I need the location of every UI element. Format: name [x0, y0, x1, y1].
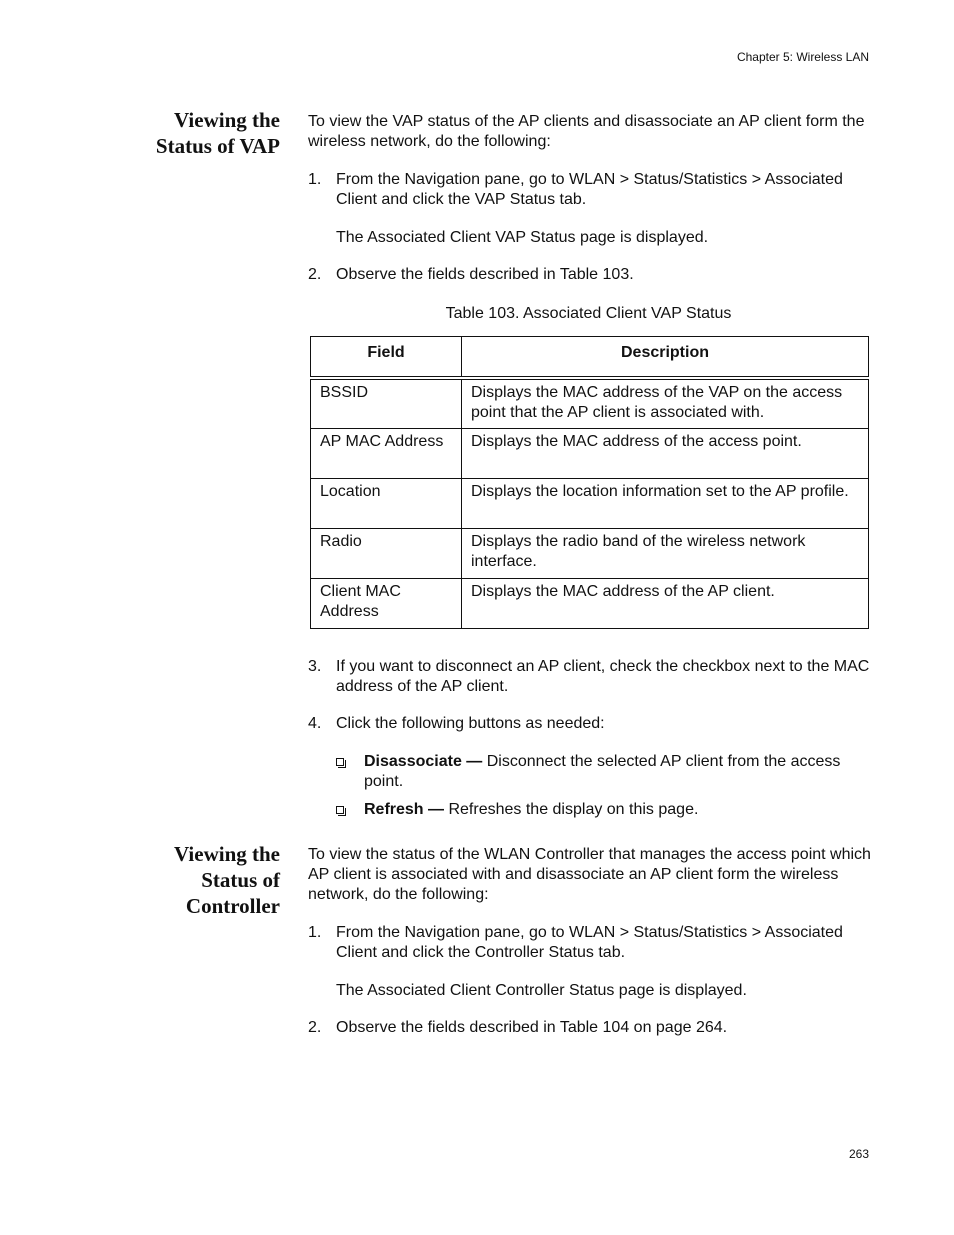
- description-cell: Displays the MAC address of the VAP on the access point that the AP client is associated with.: [462, 378, 869, 428]
- heading-line: Viewing the: [174, 842, 280, 866]
- description-cell: Displays the MAC address of the access point.: [462, 428, 869, 478]
- field-cell: BSSID: [311, 378, 462, 428]
- step-text: From the Navigation pane, go to WLAN > Status/Statistics > Associated Client and click the Controller Status tab.: [336, 924, 843, 961]
- heading-line: Controller: [185, 894, 280, 918]
- step-note: The Associated Client Controller Status page is displayed.: [336, 982, 747, 999]
- field-cell: Radio: [311, 528, 462, 578]
- column-header: Field: [311, 337, 462, 379]
- bullet-text: Disconnect the selected AP client from the access point.: [364, 753, 841, 790]
- step-number: 2.: [308, 1019, 322, 1036]
- bullet-box-icon: [336, 758, 344, 766]
- column-header: Description: [462, 337, 869, 379]
- step-4: [308, 714, 873, 734]
- table-row: [311, 528, 869, 578]
- description-cell: Displays the location information set to the AP profile.: [462, 478, 869, 528]
- bullet-text: Refreshes the display on this page.: [444, 801, 699, 818]
- heading-line: Status of: [201, 868, 280, 892]
- step-2: [308, 1018, 873, 1038]
- bullet-term: Refresh —: [364, 801, 445, 818]
- step-text: Observe the fields described in Table 104 on page 264.: [336, 1019, 728, 1036]
- running-head: Chapter 5: Wireless LAN: [736, 50, 869, 64]
- table-row: [311, 478, 869, 528]
- intro-paragraph: To view the VAP status of the AP clients and disassociate an AP client form the wireless network, do the following:: [308, 113, 865, 150]
- step-number: 4.: [308, 715, 322, 732]
- table-row: [311, 578, 869, 628]
- step-number: 1.: [308, 171, 322, 188]
- intro-paragraph: To view the status of the WLAN Controller that manages the access point which AP client is associated with and disassociate an AP client form the wireless network, do the following:: [308, 846, 871, 903]
- description-cell: Displays the MAC address of the AP client.: [462, 578, 869, 628]
- step-number: 2.: [308, 266, 322, 283]
- step-text: Observe the fields described in Table 103.: [336, 266, 634, 283]
- step-text: If you want to disconnect an AP client, check the checkbox next to the MAC address of the AP client.: [336, 658, 870, 695]
- field-cell: Client MAC Address: [311, 578, 462, 628]
- step-1-note: [308, 981, 873, 1001]
- heading-line: Status of VAP: [155, 134, 280, 158]
- table-row: [311, 378, 869, 428]
- field-cell: AP MAC Address: [311, 428, 462, 478]
- step-1: [308, 170, 873, 210]
- step-number: 1.: [308, 924, 322, 941]
- bullet-refresh: [336, 800, 873, 820]
- bullet-box-icon: [336, 806, 344, 814]
- table-caption: Table 103. Associated Client VAP Status: [445, 305, 732, 322]
- step-1-note: [308, 228, 873, 248]
- step-text: Click the following buttons as needed:: [336, 715, 605, 732]
- table-header-row: [311, 337, 869, 379]
- bullet-term: Disassociate —: [364, 753, 483, 770]
- description-cell: Displays the radio band of the wireless network interface.: [462, 528, 869, 578]
- step-3: [308, 657, 873, 697]
- fields-table: [310, 336, 869, 629]
- step-text: From the Navigation pane, go to WLAN > Status/Statistics > Associated Client and click the VAP Status tab.: [336, 171, 843, 208]
- section-heading-controller: [174, 841, 280, 919]
- table-row: [311, 428, 869, 478]
- step-2: [308, 265, 873, 285]
- section-heading-vap: [156, 107, 280, 159]
- bullet-disassociate: [336, 752, 873, 792]
- step-number: 3.: [308, 658, 322, 675]
- heading-line: Viewing the: [174, 108, 280, 132]
- field-cell: Location: [311, 478, 462, 528]
- step-1: [308, 923, 873, 963]
- page-number: 263: [848, 1147, 869, 1161]
- step-note: The Associated Client VAP Status page is displayed.: [336, 229, 709, 246]
